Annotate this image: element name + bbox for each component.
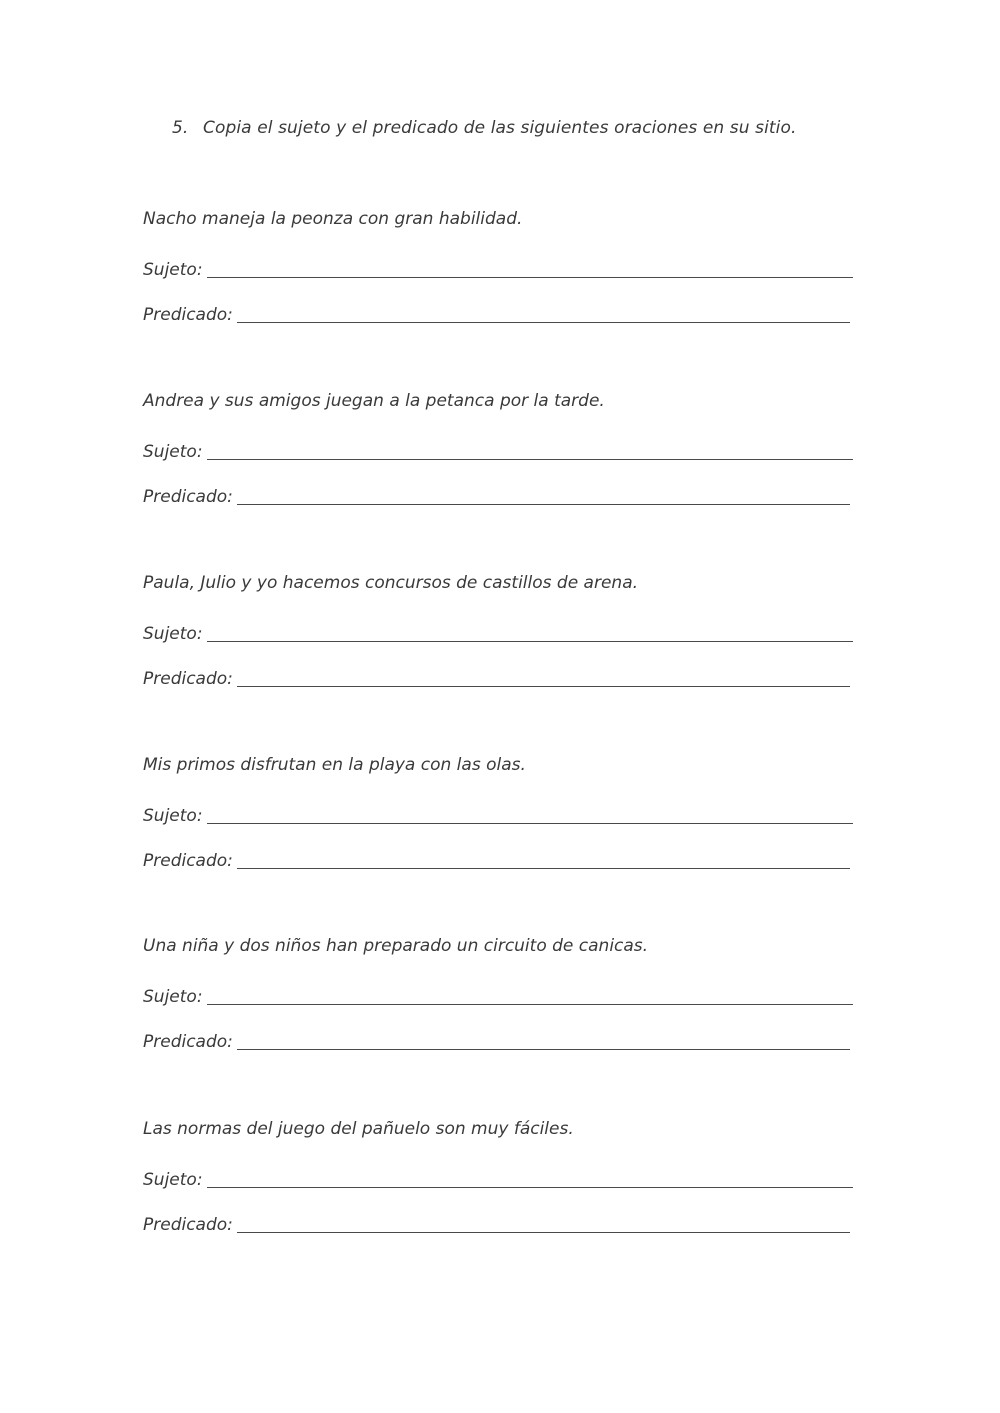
subject-row [143,254,853,280]
instruction [172,118,797,138]
subject-label: Sujeto: [143,624,203,644]
exercise-sentence: Paula, Julio y yo hacemos concursos de castillos de arena. [143,573,639,593]
exercise-sentence: Una niña y dos niños han preparado un circuito de canicas. [143,936,649,956]
instruction-number: 5. [172,118,189,138]
predicate-input[interactable] [237,1029,850,1050]
subject-input[interactable] [207,257,853,278]
predicate-row [143,1026,850,1052]
predicate-input[interactable] [237,302,850,323]
exercise-sentence: Andrea y sus amigos juegan a la petanca por la tarde. [143,391,605,411]
predicate-row [143,663,850,689]
predicate-row [143,481,850,507]
predicate-row [143,1209,850,1235]
predicate-row [143,299,850,325]
predicate-row [143,845,850,871]
subject-input[interactable] [207,1167,853,1188]
instruction-text: Copia el sujeto y el predicado de las siguientes oraciones en su sitio. [203,118,797,138]
predicate-label: Predicado: [143,1215,233,1235]
subject-input[interactable] [207,803,853,824]
subject-row [143,981,853,1007]
subject-label: Sujeto: [143,442,203,462]
subject-row [143,618,853,644]
subject-input[interactable] [207,621,853,642]
subject-label: Sujeto: [143,1170,203,1190]
predicate-label: Predicado: [143,669,233,689]
subject-input[interactable] [207,439,853,460]
subject-row [143,436,853,462]
subject-row [143,1164,853,1190]
subject-label: Sujeto: [143,260,203,280]
exercise-sentence: Las normas del juego del pañuelo son muy fáciles. [143,1119,574,1139]
exercise-sentence: Nacho maneja la peonza con gran habilidad. [143,209,523,229]
predicate-label: Predicado: [143,305,233,325]
predicate-input[interactable] [237,666,850,687]
predicate-input[interactable] [237,848,850,869]
predicate-label: Predicado: [143,487,233,507]
subject-input[interactable] [207,984,853,1005]
subject-row [143,800,853,826]
subject-label: Sujeto: [143,806,203,826]
exercise-sentence: Mis primos disfrutan en la playa con las olas. [143,755,526,775]
subject-label: Sujeto: [143,987,203,1007]
predicate-label: Predicado: [143,851,233,871]
predicate-input[interactable] [237,484,850,505]
predicate-label: Predicado: [143,1032,233,1052]
predicate-input[interactable] [237,1212,850,1233]
